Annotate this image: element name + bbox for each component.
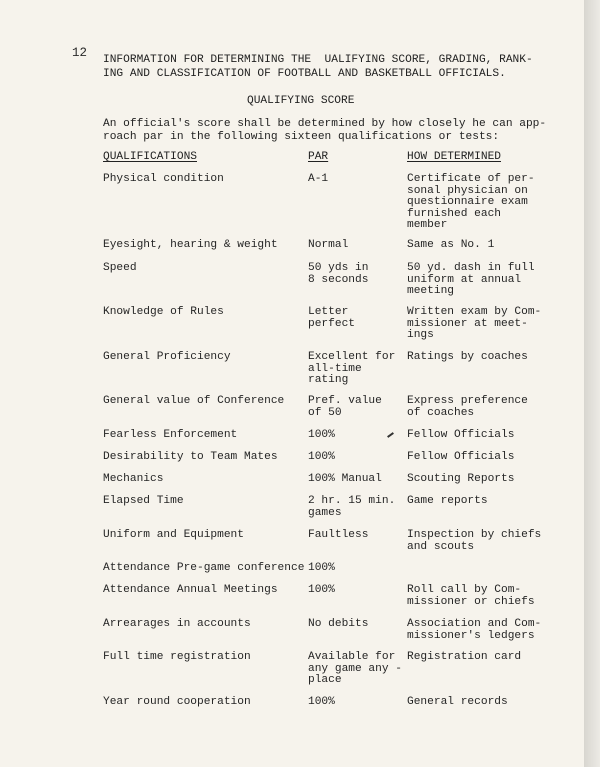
row-par: A-1 [308,173,329,185]
row-how-determined: Certificate of per- sonal physician on questionnaire exam furnished each member [407,173,535,231]
row-how-determined: Registration card [407,651,522,663]
row-par: Available for any game any - place [308,651,402,686]
row-qualification: Fearless Enforcement [103,429,238,441]
row-how-determined: 50 yd. dash in full uniform at annual meeting [407,262,535,297]
page-edge [584,0,600,767]
row-par: Letter perfect [308,306,355,330]
row-par: 100% [308,429,335,441]
row-how-determined: Inspection by chiefs and scouts [407,529,542,553]
section-heading: QUALIFYING SCORE [247,95,355,107]
row-how-determined: Express preference of coaches [407,395,528,419]
row-qualification: Uniform and Equipment [103,529,244,541]
row-par: Excellent for all-time rating [308,351,396,386]
row-qualification: Knowledge of Rules [103,306,224,318]
row-par: 2 hr. 15 min. games [308,495,396,519]
row-par: 100% [308,696,335,708]
column-header-par: PAR [308,151,329,163]
page-number: 12 [72,46,88,60]
row-qualification: Attendance Annual Meetings [103,584,278,596]
row-how-determined: Same as No. 1 [407,239,495,251]
row-how-determined: Game reports [407,495,488,507]
row-par: Normal [308,239,349,251]
row-qualification: Speed [103,262,137,274]
row-how-determined: Fellow Officials [407,429,515,441]
row-how-determined: Roll call by Com- missioner or chiefs [407,584,535,608]
row-qualification: Desirability to Team Mates [103,451,278,463]
row-par: Faultless [308,529,369,541]
intro-paragraph: An official's score shall be determined by how closely he can app- roach par in the following sixteen qualifications or tests: [103,118,547,143]
row-qualification: Attendance Pre-game conference [103,562,305,574]
row-par: No debits [308,618,369,630]
row-qualification: Year round cooperation [103,696,251,708]
row-how-determined: Fellow Officials [407,451,515,463]
row-par: 50 yds in 8 seconds [308,262,369,286]
row-how-determined: Written exam by Com- missioner at meet- ings [407,306,542,341]
column-header-qualifications: QUALIFICATIONS [103,151,197,163]
row-qualification: Full time registration [103,651,251,663]
row-par: 100% [308,451,335,463]
row-qualification: General value of Conference [103,395,285,407]
row-par: Pref. value of 50 [308,395,382,419]
row-qualification: Mechanics [103,473,164,485]
row-par: 100% [308,584,335,596]
column-header-how-determined: HOW DETERMINED [407,151,501,163]
row-how-determined: Association and Com- missioner's ledgers [407,618,542,642]
row-qualification: General Proficiency [103,351,231,363]
row-qualification: Arrearages in accounts [103,618,251,630]
row-qualification: Physical condition [103,173,224,185]
row-qualification: Elapsed Time [103,495,184,507]
row-how-determined: Ratings by coaches [407,351,528,363]
row-how-determined: General records [407,696,508,708]
row-par: 100% [308,562,335,574]
row-qualification: Eyesight, hearing & weight [103,239,278,251]
row-par: 100% Manual [308,473,382,485]
row-how-determined: Scouting Reports [407,473,515,485]
document-title: INFORMATION FOR DETERMINING THE UALIFYING SCORE, GRADING, RANK- ING AND CLASSIFICATION OF FOOTBALL AND BASKETBALL OFFICIALS. [103,54,533,80]
pen-mark [387,432,394,438]
